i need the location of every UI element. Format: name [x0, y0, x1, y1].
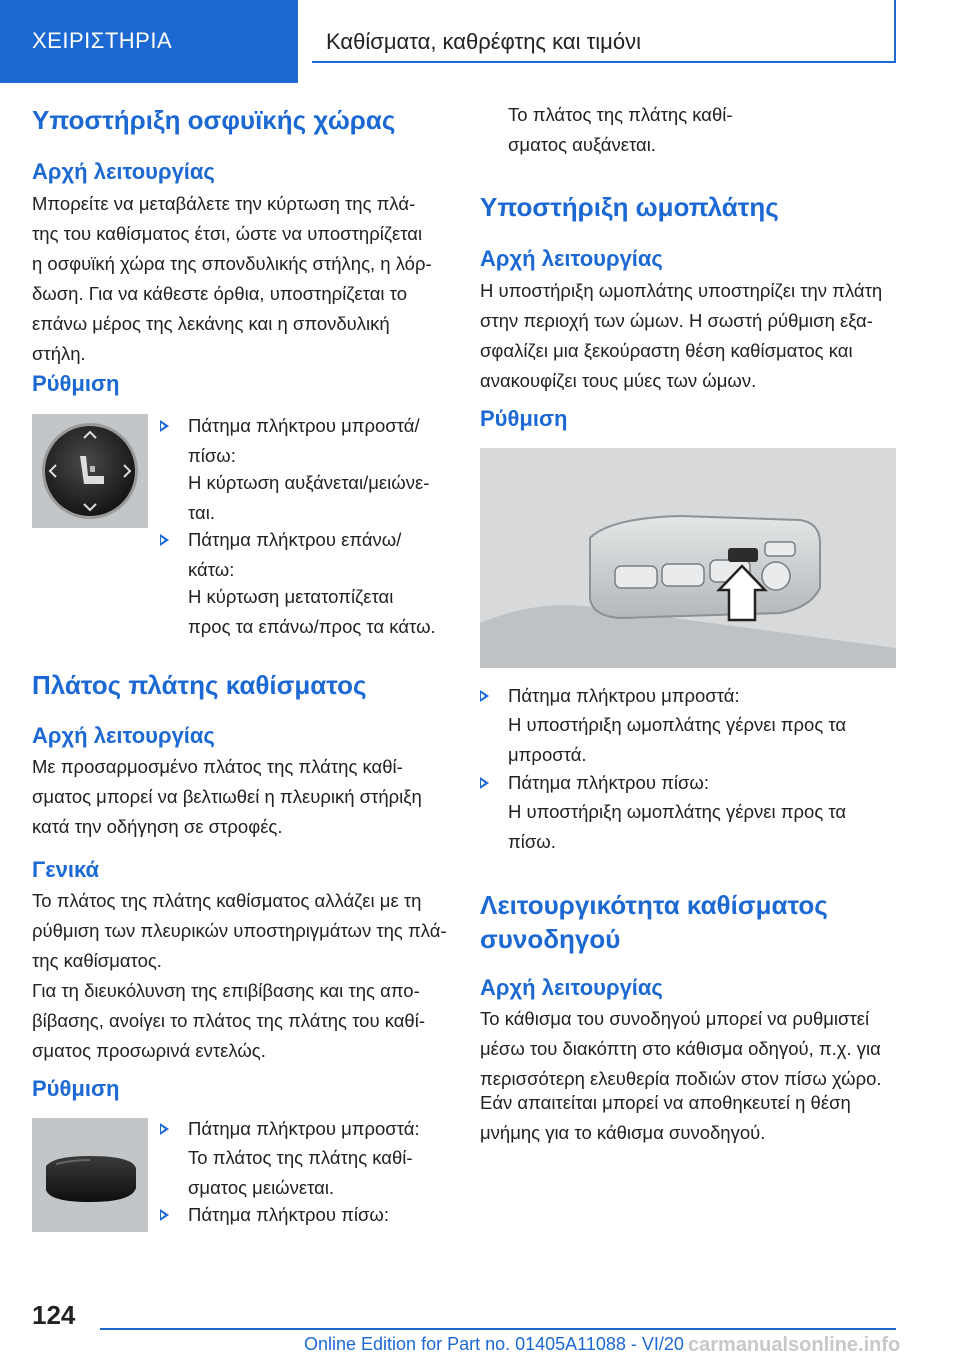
- bullet-result: Το πλάτος της πλάτης καθί-: [188, 1147, 413, 1168]
- bullet-result: Η υποστήριξη ωμοπλάτης γέρνει προς τα: [508, 801, 847, 822]
- text-line: ανακουφίζει τους μύες των ώμων.: [480, 370, 757, 391]
- seat-switch-panel-image: [480, 448, 896, 668]
- lumbar-principle-heading: Αρχή λειτουργίας: [32, 159, 215, 184]
- page-number: 124: [32, 1300, 76, 1330]
- heading-line: Λειτουργικότητα καθίσματος: [480, 890, 828, 920]
- bullet-action: Πάτημα πλήκτρου μπροστά:: [508, 685, 740, 706]
- lumbar-heading: Υποστήριξη οσφυϊκής χώρας: [32, 105, 396, 135]
- section-title: Καθίσματα, καθρέφτης και τιμόνι: [326, 29, 641, 54]
- bullet-action: Πάτημα πλήκτρου επάνω/: [188, 529, 402, 550]
- width-heading: Πλάτος πλάτης καθίσματος: [32, 670, 367, 700]
- bullet-action: Πάτημα πλήκτρου μπροστά/: [188, 415, 420, 436]
- width-switch-icon: [32, 1118, 148, 1232]
- text-line: Με προσαρμοσμένο πλάτος της πλάτης καθί-: [32, 756, 403, 777]
- text-line: μνήμης για το κάθισμα συνοδηγού.: [480, 1122, 766, 1143]
- lumbar-result-2: [188, 582, 478, 642]
- shoulder-result-2: [508, 797, 900, 857]
- lumbar-principle-text: [32, 189, 432, 369]
- text-line: η οσφυϊκή χώρα της σπονδυλικής στήλης, η λόρ-: [32, 253, 432, 274]
- bullet-action: πίσω:: [188, 445, 236, 466]
- width-principle-heading: Αρχή λειτουργίας: [32, 723, 215, 748]
- lumbar-result-1: [188, 468, 478, 528]
- text-line: Για τη διευκόλυνση της επιβίβασης και της απο-: [32, 980, 420, 1001]
- shoulder-principle-heading: Αρχή λειτουργίας: [480, 246, 663, 271]
- bullet-triangle-icon: [480, 690, 489, 702]
- text-line: κατά την οδήγηση σε στροφές.: [32, 816, 283, 837]
- passenger-principle-heading: Αρχή λειτουργίας: [480, 975, 663, 1000]
- section-header: [312, 0, 896, 63]
- text-line: Μπορείτε να μεταβάλετε την κύρτωση της πλά-: [32, 193, 416, 214]
- shoulder-heading: Υποστήριξη ωμοπλάτης: [480, 192, 779, 222]
- width-general-heading: Γενικά: [32, 857, 100, 882]
- width-principle-text: [32, 752, 422, 842]
- text-line: σματος μπορεί να βελτιωθεί η πλευρική στήριξη: [32, 786, 422, 807]
- text-line: στην περιοχή των ώμων. Η σωστή ρύθμιση εξα-: [480, 310, 873, 331]
- bullet-triangle-icon: [160, 420, 169, 432]
- lumbar-adjust-heading: Ρύθμιση: [32, 371, 120, 396]
- bullet-result: ται.: [188, 502, 215, 523]
- bullet-result: σματος μειώνεται.: [188, 1177, 335, 1198]
- text-line: μέσω του διακόπτη στο κάθισμα οδηγού, π.χ. για: [480, 1038, 881, 1059]
- bullet-triangle-icon: [160, 1209, 169, 1221]
- bullet-action: Πάτημα πλήκτρου μπροστά:: [188, 1118, 420, 1139]
- chapter-tab: [0, 0, 298, 83]
- heading-line: συνοδηγού: [480, 924, 621, 954]
- text-line: της του καθίσματος έτσι, ώστε να υποστηρίζεται: [32, 223, 423, 244]
- bullet-action: Πάτημα πλήκτρου πίσω:: [508, 772, 709, 793]
- chapter-label: ΧΕΙΡΙΣΤΗΡΙΑ: [32, 28, 173, 53]
- bullet-result: σματος αυξάνεται.: [508, 134, 656, 155]
- bullet-result: Η κύρτωση αυξάνεται/μειώνε-: [188, 472, 430, 493]
- passenger-principle-text-1: [480, 1004, 882, 1094]
- shoulder-adjust-heading: Ρύθμιση: [480, 406, 568, 431]
- bullet-result: πίσω.: [508, 831, 556, 852]
- text-line: σφαλίζει μια ξεκούραστη θέση καθίσματος και: [480, 340, 853, 361]
- width-general-text-2: [32, 976, 425, 1066]
- shoulder-principle-text: [480, 276, 882, 396]
- passenger-heading: [480, 888, 828, 956]
- bullet-action: κάτω:: [188, 559, 235, 580]
- width-general-text-1: [32, 886, 447, 976]
- edition-text: Online Edition for Part no. 01405A11088 - VI/20: [304, 1334, 684, 1354]
- lumbar-switch-image: [32, 414, 148, 528]
- text-line: επάνω μέρος της λεκάνης και η σπονδυλική: [32, 313, 390, 334]
- bullet-result: μπροστά.: [508, 744, 587, 765]
- lumbar-switch-icon: [32, 414, 148, 528]
- bullet-result: Η κύρτωση μετατοπίζεται: [188, 586, 394, 607]
- passenger-principle-text-2: [480, 1088, 851, 1148]
- seat-switch-panel-icon: [480, 448, 896, 668]
- width-switch-image: [32, 1118, 148, 1232]
- bullet-result: Η υποστήριξη ωμοπλάτης γέρνει προς τα: [508, 714, 847, 735]
- width-adjust-heading: Ρύθμιση: [32, 1076, 120, 1101]
- bullet-triangle-icon: [480, 777, 489, 789]
- text-line: στήλη.: [32, 343, 86, 364]
- text-line: βίβασης, ανοίγει το πλάτος της πλάτης του καθί-: [32, 1010, 425, 1031]
- text-line: Το κάθισμα του συνοδηγού μπορεί να ρυθμιστεί: [480, 1008, 870, 1029]
- text-line: Η υποστήριξη ωμοπλάτης υποστηρίζει την πλάτη: [480, 280, 883, 301]
- bullet-result: Το πλάτος της πλάτης καθί-: [508, 104, 733, 125]
- shoulder-result-1: [508, 710, 900, 770]
- footer-divider: [100, 1328, 896, 1330]
- text-line: της καθίσματος.: [32, 950, 162, 971]
- text-line: ρύθμιση των πλευρικών υποστηριγμάτων της πλά-: [32, 920, 447, 941]
- bullet-action: Πάτημα πλήκτρου πίσω:: [188, 1204, 389, 1225]
- bullet-triangle-icon: [160, 1123, 169, 1135]
- text-line: Εάν απαιτείται μπορεί να αποθηκευτεί η θέση: [480, 1092, 851, 1113]
- text-line: σματος προσωρινά εντελώς.: [32, 1040, 266, 1061]
- bullet-result: προς τα επάνω/προς τα κάτω.: [188, 616, 436, 637]
- text-line: δωση. Για να κάθεστε όρθια, υποστηρίζεται το: [32, 283, 407, 304]
- bullet-triangle-icon: [160, 534, 169, 546]
- width-result-2: [508, 100, 898, 160]
- watermark: carmanualsonline.info: [688, 1334, 901, 1356]
- width-result-1: [188, 1143, 478, 1203]
- text-line: περισσότερη ελευθερία ποδιών στον πίσω χώρο.: [480, 1068, 882, 1089]
- text-line: Το πλάτος της πλάτης καθίσματος αλλάζει με τη: [32, 890, 422, 911]
